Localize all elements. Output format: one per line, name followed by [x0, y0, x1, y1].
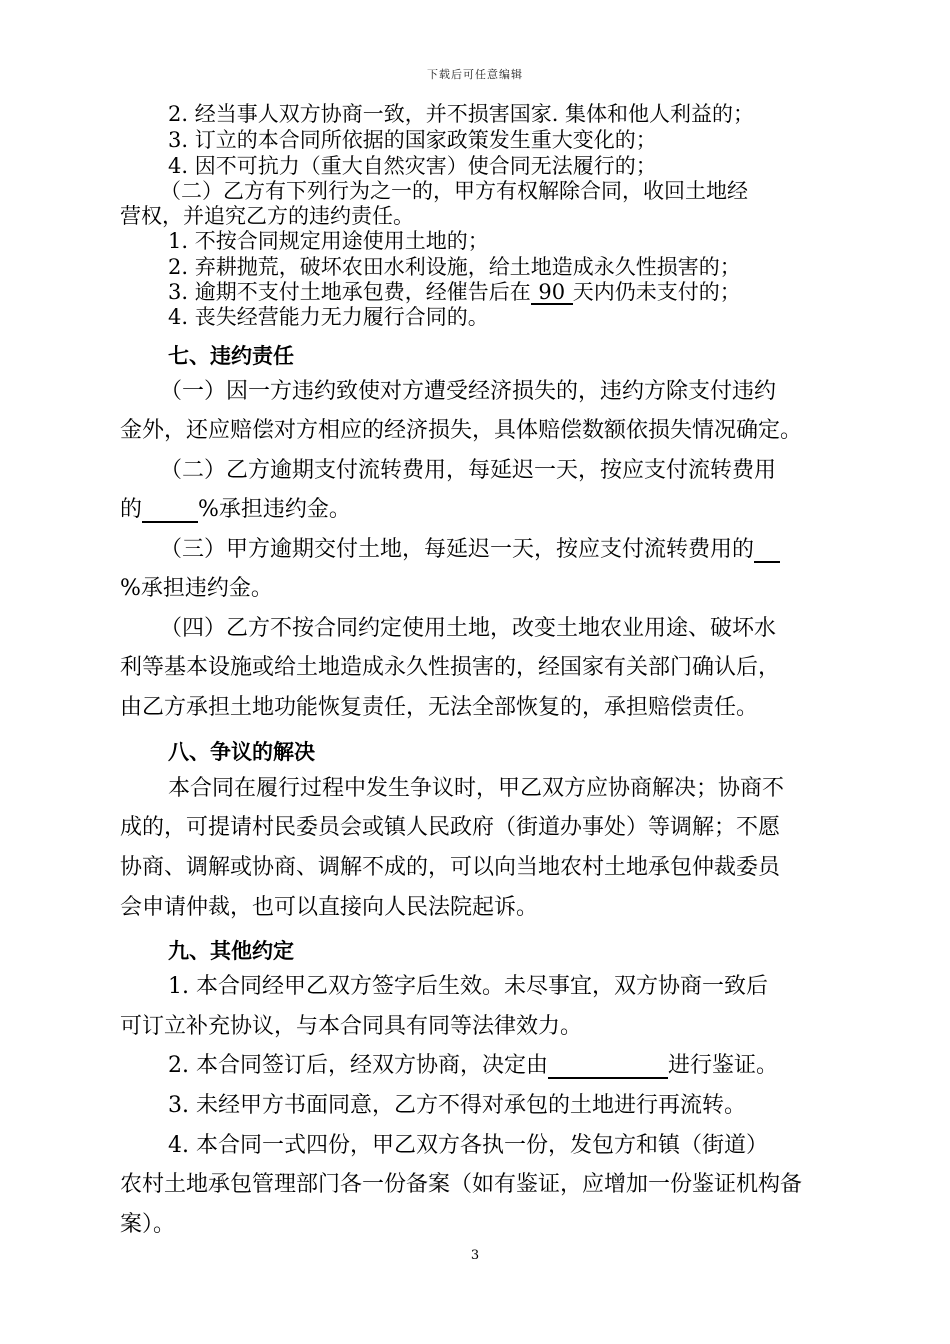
- paragraph-line: （二）乙方有下列行为之一的，甲方有权解除合同，收回土地经: [160, 179, 748, 203]
- percent-blank: [754, 539, 780, 563]
- paragraph-line: %承担违约金。: [120, 576, 273, 601]
- list-item: 4. 丧失经营能力无力履行合同的。: [168, 305, 489, 329]
- paragraph-line: 金外，还应赔偿对方相应的经济损失，具体赔偿数额依损失情况确定。: [120, 418, 803, 443]
- paragraph-line: （二）乙方逾期支付流转费用，每延迟一天，按应支付流转费用: [160, 458, 777, 483]
- list-item: 3. 订立的本合同所依据的国家政策发生重大变化的；: [168, 128, 657, 152]
- paragraph-line: 协商、调解或协商、调解不成的，可以向当地农村土地承包仲裁委员: [120, 855, 781, 880]
- paragraph-line: 利等基本设施或给土地造成永久性损害的，经国家有关部门确认后，: [120, 655, 781, 680]
- paragraph-line: 本合同在履行过程中发生争议时，甲乙双方应协商解决；协商不: [168, 776, 785, 801]
- paragraph-line: 1. 本合同经甲乙双方签字后生效。未尽事宜，双方协商一致后: [168, 974, 768, 999]
- list-item-text: 天内仍未支付的；: [572, 280, 741, 304]
- paragraph-line: 营权，并追究乙方的违约责任。: [120, 204, 414, 228]
- list-item: 2. 经当事人双方协商一致，并不损害国家. 集体和他人利益的；: [168, 102, 755, 126]
- paragraph-line: [168, 1053, 778, 1079]
- paragraph-line: 会申请仲裁，也可以直接向人民法院起诉。: [120, 895, 539, 920]
- paragraph-line: [160, 537, 780, 563]
- paragraph-line: 3. 未经甲方书面同意，乙方不得对承包的土地进行再流转。: [168, 1093, 746, 1118]
- paragraph-line: 案）。: [120, 1212, 176, 1237]
- paragraph-text: （三）甲方逾期交付土地，每延迟一天，按应支付流转费用的: [160, 537, 755, 562]
- days-blank-value: 90: [531, 281, 573, 305]
- paragraph-line: （四）乙方不按合同约定使用土地，改变土地农业用途、破坏水: [160, 616, 777, 641]
- section-heading: 七、违约责任: [168, 344, 294, 368]
- paragraph-text: 进行鉴证。: [668, 1053, 779, 1078]
- paragraph-text: %承担违约金。: [198, 497, 351, 522]
- section-heading: 九、其他约定: [168, 939, 294, 963]
- list-item: 4. 因不可抗力（重大自然灾害）使合同无法履行的；: [168, 154, 657, 178]
- verifier-blank: [548, 1055, 668, 1079]
- paragraph-line: （一）因一方违约致使对方遭受经济损失的，违约方除支付违约: [160, 379, 777, 404]
- list-item: 2. 弃耕抛荒，破坏农田水利设施，给土地造成永久性损害的；: [168, 255, 741, 279]
- paragraph-line: 成的，可提请村民委员会或镇人民政府（街道办事处）等调解；不愿: [120, 815, 781, 840]
- paragraph-text: 的: [120, 497, 143, 522]
- paragraph-text: 2. 本合同签订后，经双方协商，决定由: [168, 1053, 548, 1078]
- page-number: 3: [470, 1248, 480, 1263]
- page-header: 下载后可任意编辑: [427, 68, 523, 81]
- list-item: [168, 280, 741, 305]
- paragraph-line: [120, 497, 351, 523]
- list-item-text: 3. 逾期不支付土地承包费，经催告后在: [168, 280, 531, 304]
- paragraph-line: 可订立补充协议，与本合同具有同等法律效力。: [120, 1014, 583, 1039]
- paragraph-line: 4. 本合同一式四份，甲乙双方各执一份，发包方和镇（街道）: [168, 1133, 768, 1158]
- section-heading: 八、争议的解决: [168, 740, 315, 764]
- list-item: 1. 不按合同规定用途使用土地的；: [168, 229, 489, 253]
- paragraph-line: 由乙方承担土地功能恢复责任，无法全部恢复的，承担赔偿责任。: [120, 695, 759, 720]
- percent-blank: [142, 499, 198, 523]
- paragraph-line: 农村土地承包管理部门各一份备案（如有鉴证，应增加一份鉴证机构备: [120, 1172, 803, 1197]
